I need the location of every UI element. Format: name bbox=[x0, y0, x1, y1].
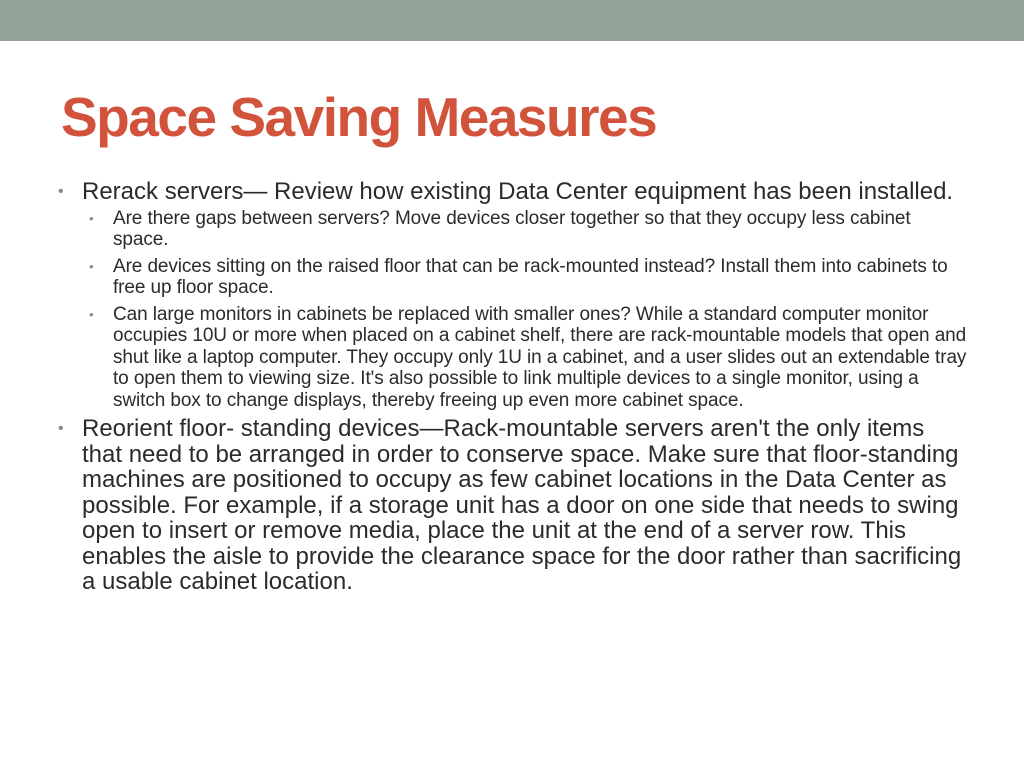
sub-bullet-item bbox=[82, 208, 968, 251]
bullet-text: Reorient floor- standing devices—Rack-mountable servers aren't the only items that need to be arranged in order to conserve space. Make sure that floor-standing machines are positioned to occupy as few cabinet locations in the Data Center as possible. For example, if a storage unit has a door on one side that needs to swing open to insert or remove media, place the unit at the end of a server row. This enables the aisle to provide the clearance space for the door rather than sacrificing a usable cabinet location. bbox=[82, 415, 962, 595]
sub-bullet-item bbox=[82, 304, 968, 412]
top-accent-bar bbox=[0, 0, 1024, 41]
sub-bullet-item bbox=[82, 256, 968, 299]
bullet-list bbox=[58, 179, 968, 595]
sub-bullet-dot-icon: • bbox=[89, 306, 94, 322]
bullet-item-rerack bbox=[58, 179, 968, 411]
sub-bullet-list bbox=[82, 208, 968, 412]
bullet-dot-icon: • bbox=[58, 183, 64, 200]
bullet-dot-icon: • bbox=[58, 420, 64, 437]
sub-bullet-dot-icon: • bbox=[89, 258, 94, 274]
slide-title: Space Saving Measures bbox=[61, 86, 657, 148]
sub-bullet-dot-icon: • bbox=[89, 210, 94, 226]
bullet-text: Rerack servers— Review how existing Data Center equipment has been installed. bbox=[82, 178, 954, 205]
sub-bullet-text: Are devices sitting on the raised floor that can be rack-mounted instead? Install them into cabinets to free up floor space. bbox=[113, 255, 948, 298]
sub-bullet-text: Can large monitors in cabinets be replaced with smaller ones? While a standard computer monitor occupies 10U or more when placed on a cabinet shelf, there are rack-mountable models that open and shut like a laptop computer. They occupy only 1U in a cabinet, and a user slides out an extendable tray to open them to viewing size. It's also possible to link multiple devices to a single monitor, using a switch box to change displays, thereby freeing up even more cabinet space. bbox=[113, 303, 967, 411]
sub-bullet-text: Are there gaps between servers? Move devices closer together so that they occupy less cabinet space. bbox=[113, 207, 911, 250]
slide-content bbox=[58, 179, 968, 597]
bullet-item-reorient bbox=[58, 416, 968, 595]
